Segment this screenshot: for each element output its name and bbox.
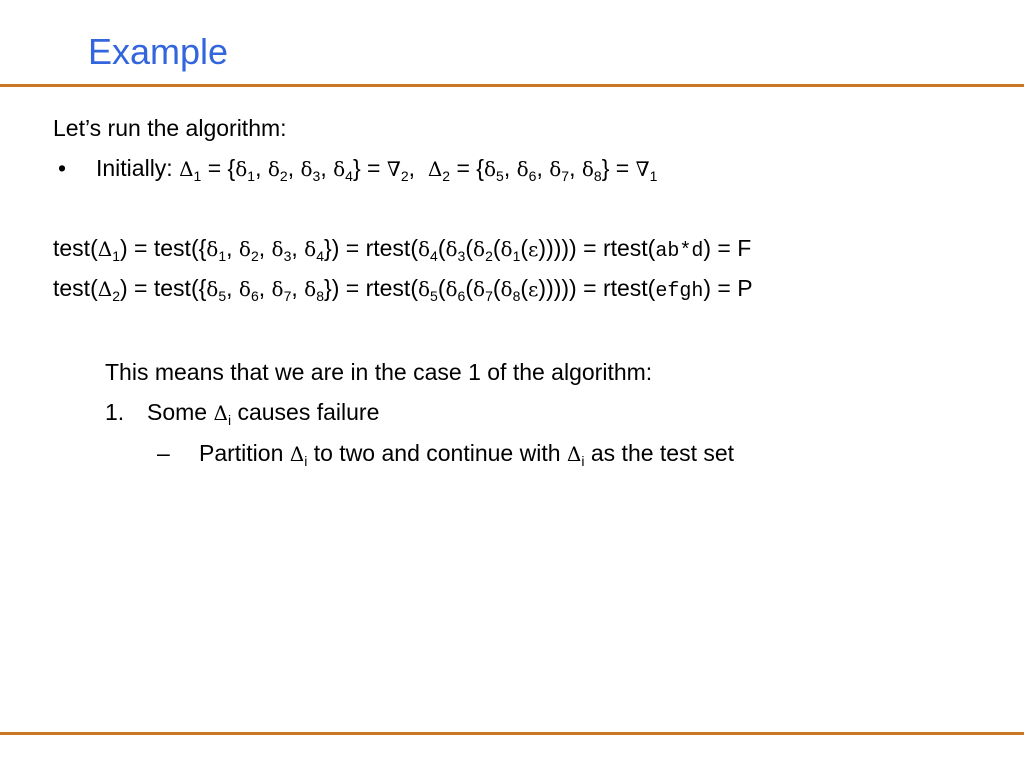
subscript: 5 xyxy=(430,288,438,304)
delta-symbol: Δ xyxy=(213,401,228,425)
rtest-function: rtest xyxy=(602,235,648,261)
rtest-function: rtest xyxy=(365,275,411,301)
subscript: 1 xyxy=(512,248,521,264)
subscript: 1 xyxy=(218,248,227,264)
case-text: Some xyxy=(147,399,214,425)
rtest-function: rtest xyxy=(365,235,411,261)
initially-label: Initially: xyxy=(96,155,173,181)
bullet-initially xyxy=(58,154,66,182)
subscript: 7 xyxy=(283,288,292,304)
small-delta-symbol: δ xyxy=(473,237,486,261)
case-number: 1. xyxy=(105,399,125,425)
sub-text: as the test set xyxy=(584,440,735,466)
small-delta-symbol: δ xyxy=(238,237,251,261)
small-delta-symbol: δ xyxy=(473,277,486,301)
delta-symbol: Δ xyxy=(97,237,113,261)
subscript: 1 xyxy=(193,168,202,184)
small-delta-symbol: δ xyxy=(206,277,219,301)
rtest-function: rtest xyxy=(602,275,648,301)
subscript: 4 xyxy=(345,168,353,184)
subscript: 1 xyxy=(247,168,256,184)
subscript: 3 xyxy=(312,168,321,184)
nabla-symbol: ∇ xyxy=(386,157,401,181)
title-divider xyxy=(0,84,1024,87)
small-delta-symbol: δ xyxy=(516,157,529,181)
subscript: 6 xyxy=(528,168,537,184)
small-delta-symbol: δ xyxy=(267,157,280,181)
test-delta-1-line: $test(\Delta_1)$ = $test(\{\delta_1$, $\delta_2$, $\delta_3$, $\delta_4$}) = $rtest(\delta_4(\delta_3(\delta_2(\delta_1(\varepsilon)))))$ = rtest(ab*d) = F xyxy=(53,235,752,264)
small-delta-symbol: δ xyxy=(304,237,317,261)
subscript: 8 xyxy=(316,288,325,304)
delta-symbol: Δ xyxy=(289,442,305,466)
small-delta-symbol: δ xyxy=(483,157,497,181)
nabla-symbol: ∇ xyxy=(635,157,650,181)
small-delta-symbol: δ xyxy=(271,237,284,261)
result-fail: F xyxy=(737,235,752,261)
subscript: 2 xyxy=(112,288,120,304)
subscript: 5 xyxy=(496,168,504,184)
delta-symbol: Δ xyxy=(97,277,113,301)
subscript: i xyxy=(581,453,585,469)
subscript: 6 xyxy=(457,288,466,304)
subscript: 4 xyxy=(316,248,325,264)
subscript: 7 xyxy=(485,288,493,304)
subscript: 2 xyxy=(250,248,259,264)
case-note: This means that we are in the case 1 of the algorithm: xyxy=(105,359,653,385)
small-delta-symbol: δ xyxy=(445,277,458,301)
subscript: 5 xyxy=(218,288,227,304)
result-string: ab*d xyxy=(655,240,704,263)
small-delta-symbol: δ xyxy=(333,157,346,181)
small-delta-symbol: δ xyxy=(549,157,562,181)
initially-line: Initially: $\Delta_1 = \{\delta_1$, $\delta_2$, $\delta_3$, $\delta_4\} = \nabla_2$, $\Delta_2 = \{\delta_5$, $\delta_6$, $\delta_7$, $\delta_8\} = \nabla_1$ xyxy=(96,155,658,184)
result-pass: P xyxy=(737,275,753,301)
small-delta-symbol: δ xyxy=(581,157,594,181)
delta-symbol: Δ xyxy=(566,442,582,466)
subscript: 2 xyxy=(400,168,409,184)
delta-symbol: Δ xyxy=(427,157,443,181)
test-function: test xyxy=(153,235,191,261)
small-delta-symbol: δ xyxy=(500,237,513,261)
footer-divider xyxy=(0,732,1024,735)
subscript: i xyxy=(304,453,308,469)
small-delta-symbol: δ xyxy=(271,277,284,301)
subscript: i xyxy=(227,412,232,428)
epsilon-symbol: ε xyxy=(528,277,539,301)
sub-text: to two and continue with xyxy=(307,440,567,466)
small-delta-symbol: δ xyxy=(206,237,219,261)
small-delta-symbol: δ xyxy=(417,277,431,301)
case-item xyxy=(147,398,379,427)
subscript: 6 xyxy=(250,288,259,304)
test-delta-2-line: $test(\Delta_2)$ = $test(\{\delta_5$, $\delta_6$, $\delta_7$, $\delta_8$}) = $rtest(\delta_5(\delta_6(\delta_7(\delta_8(\varepsilon)))))$ = rtest(efgh) = P xyxy=(53,275,753,304)
bullet-marker: • xyxy=(58,155,67,181)
test-function: test xyxy=(53,275,91,301)
intro-text: Let’s run the algorithm: xyxy=(53,115,287,141)
small-delta-symbol: δ xyxy=(304,277,317,301)
subscript: 1 xyxy=(112,248,120,264)
subscript: 2 xyxy=(442,168,451,184)
small-delta-symbol: δ xyxy=(445,237,458,261)
subscript: 2 xyxy=(485,248,493,264)
sub-text: Partition xyxy=(199,440,290,466)
epsilon-symbol: ε xyxy=(528,237,539,261)
subscript: 4 xyxy=(430,248,438,264)
subscript: 7 xyxy=(561,168,570,184)
subscript: 2 xyxy=(279,168,288,184)
dash-marker: – xyxy=(157,440,170,466)
test-function: test xyxy=(153,275,191,301)
small-delta-symbol: δ xyxy=(500,277,513,301)
subscript: 8 xyxy=(512,288,521,304)
subscript: 1 xyxy=(649,168,658,184)
small-delta-symbol: δ xyxy=(238,277,251,301)
subscript: 3 xyxy=(457,248,466,264)
slide-title: Example xyxy=(88,31,229,72)
sub-item xyxy=(199,439,734,468)
case-text: causes failure xyxy=(231,399,380,425)
delta-symbol: Δ xyxy=(179,157,194,181)
small-delta-symbol: δ xyxy=(417,237,431,261)
result-string: efgh xyxy=(655,280,704,303)
small-delta-symbol: δ xyxy=(300,157,313,181)
test-function: test xyxy=(53,235,91,261)
subscript: 8 xyxy=(593,168,602,184)
small-delta-symbol: δ xyxy=(235,157,248,181)
subscript: 3 xyxy=(283,248,292,264)
